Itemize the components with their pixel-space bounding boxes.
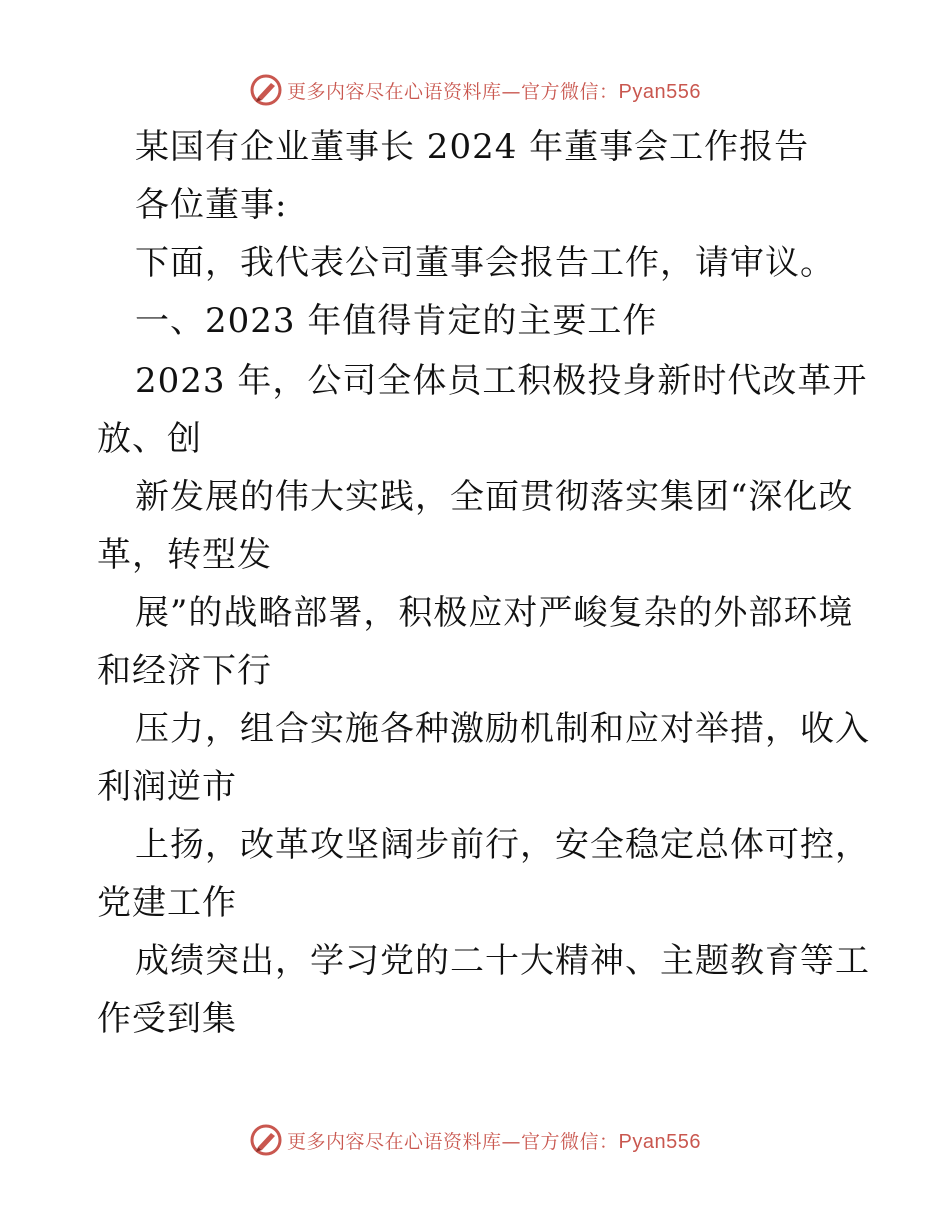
intro-paragraph: 下面，我代表公司董事会报告工作，请审议。 <box>135 243 835 283</box>
body-line: 革，转型发 <box>97 535 272 575</box>
watermark-header <box>0 70 950 110</box>
body-line: 作受到集 <box>97 999 237 1039</box>
body-line: 新发展的伟大实践，全面贯彻落实集团“深化改 <box>135 477 854 517</box>
body-line: 2023 年，公司全体员工积极投身新时代改革开 <box>135 361 868 401</box>
body-line: 上扬，改革攻坚阔步前行，安全稳定总体可控， <box>135 825 870 865</box>
body-line: 党建工作 <box>97 883 237 923</box>
watermark-footer <box>0 1120 950 1160</box>
section-heading: 一、2023 年值得肯定的主要工作 <box>135 301 658 341</box>
watermark-id: Pyan556 <box>618 80 701 103</box>
watermark-text: 更多内容尽在心语资料库—官方微信：Pyan556 <box>287 1130 701 1153</box>
pen-logo-icon <box>249 1123 283 1157</box>
watermark-text: 更多内容尽在心语资料库—官方微信：Pyan556 <box>287 80 701 103</box>
body-line: 成绩突出，学习党的二十大精神、主题教育等工 <box>135 941 870 981</box>
body-line: 利润逆市 <box>97 767 237 807</box>
body-line: 和经济下行 <box>97 651 272 691</box>
watermark-id: Pyan556 <box>618 1130 701 1153</box>
body-line: 展”的战略部署，积极应对严峻复杂的外部环境 <box>135 593 854 633</box>
greeting: 各位董事: <box>135 185 288 225</box>
body-line: 放、创 <box>97 419 202 459</box>
body-line: 压力，组合实施各种激励机制和应对举措，收入 <box>135 709 870 749</box>
pen-logo-icon <box>249 73 283 107</box>
document-title: 某国有企业董事长 2024 年董事会工作报告 <box>135 127 810 167</box>
